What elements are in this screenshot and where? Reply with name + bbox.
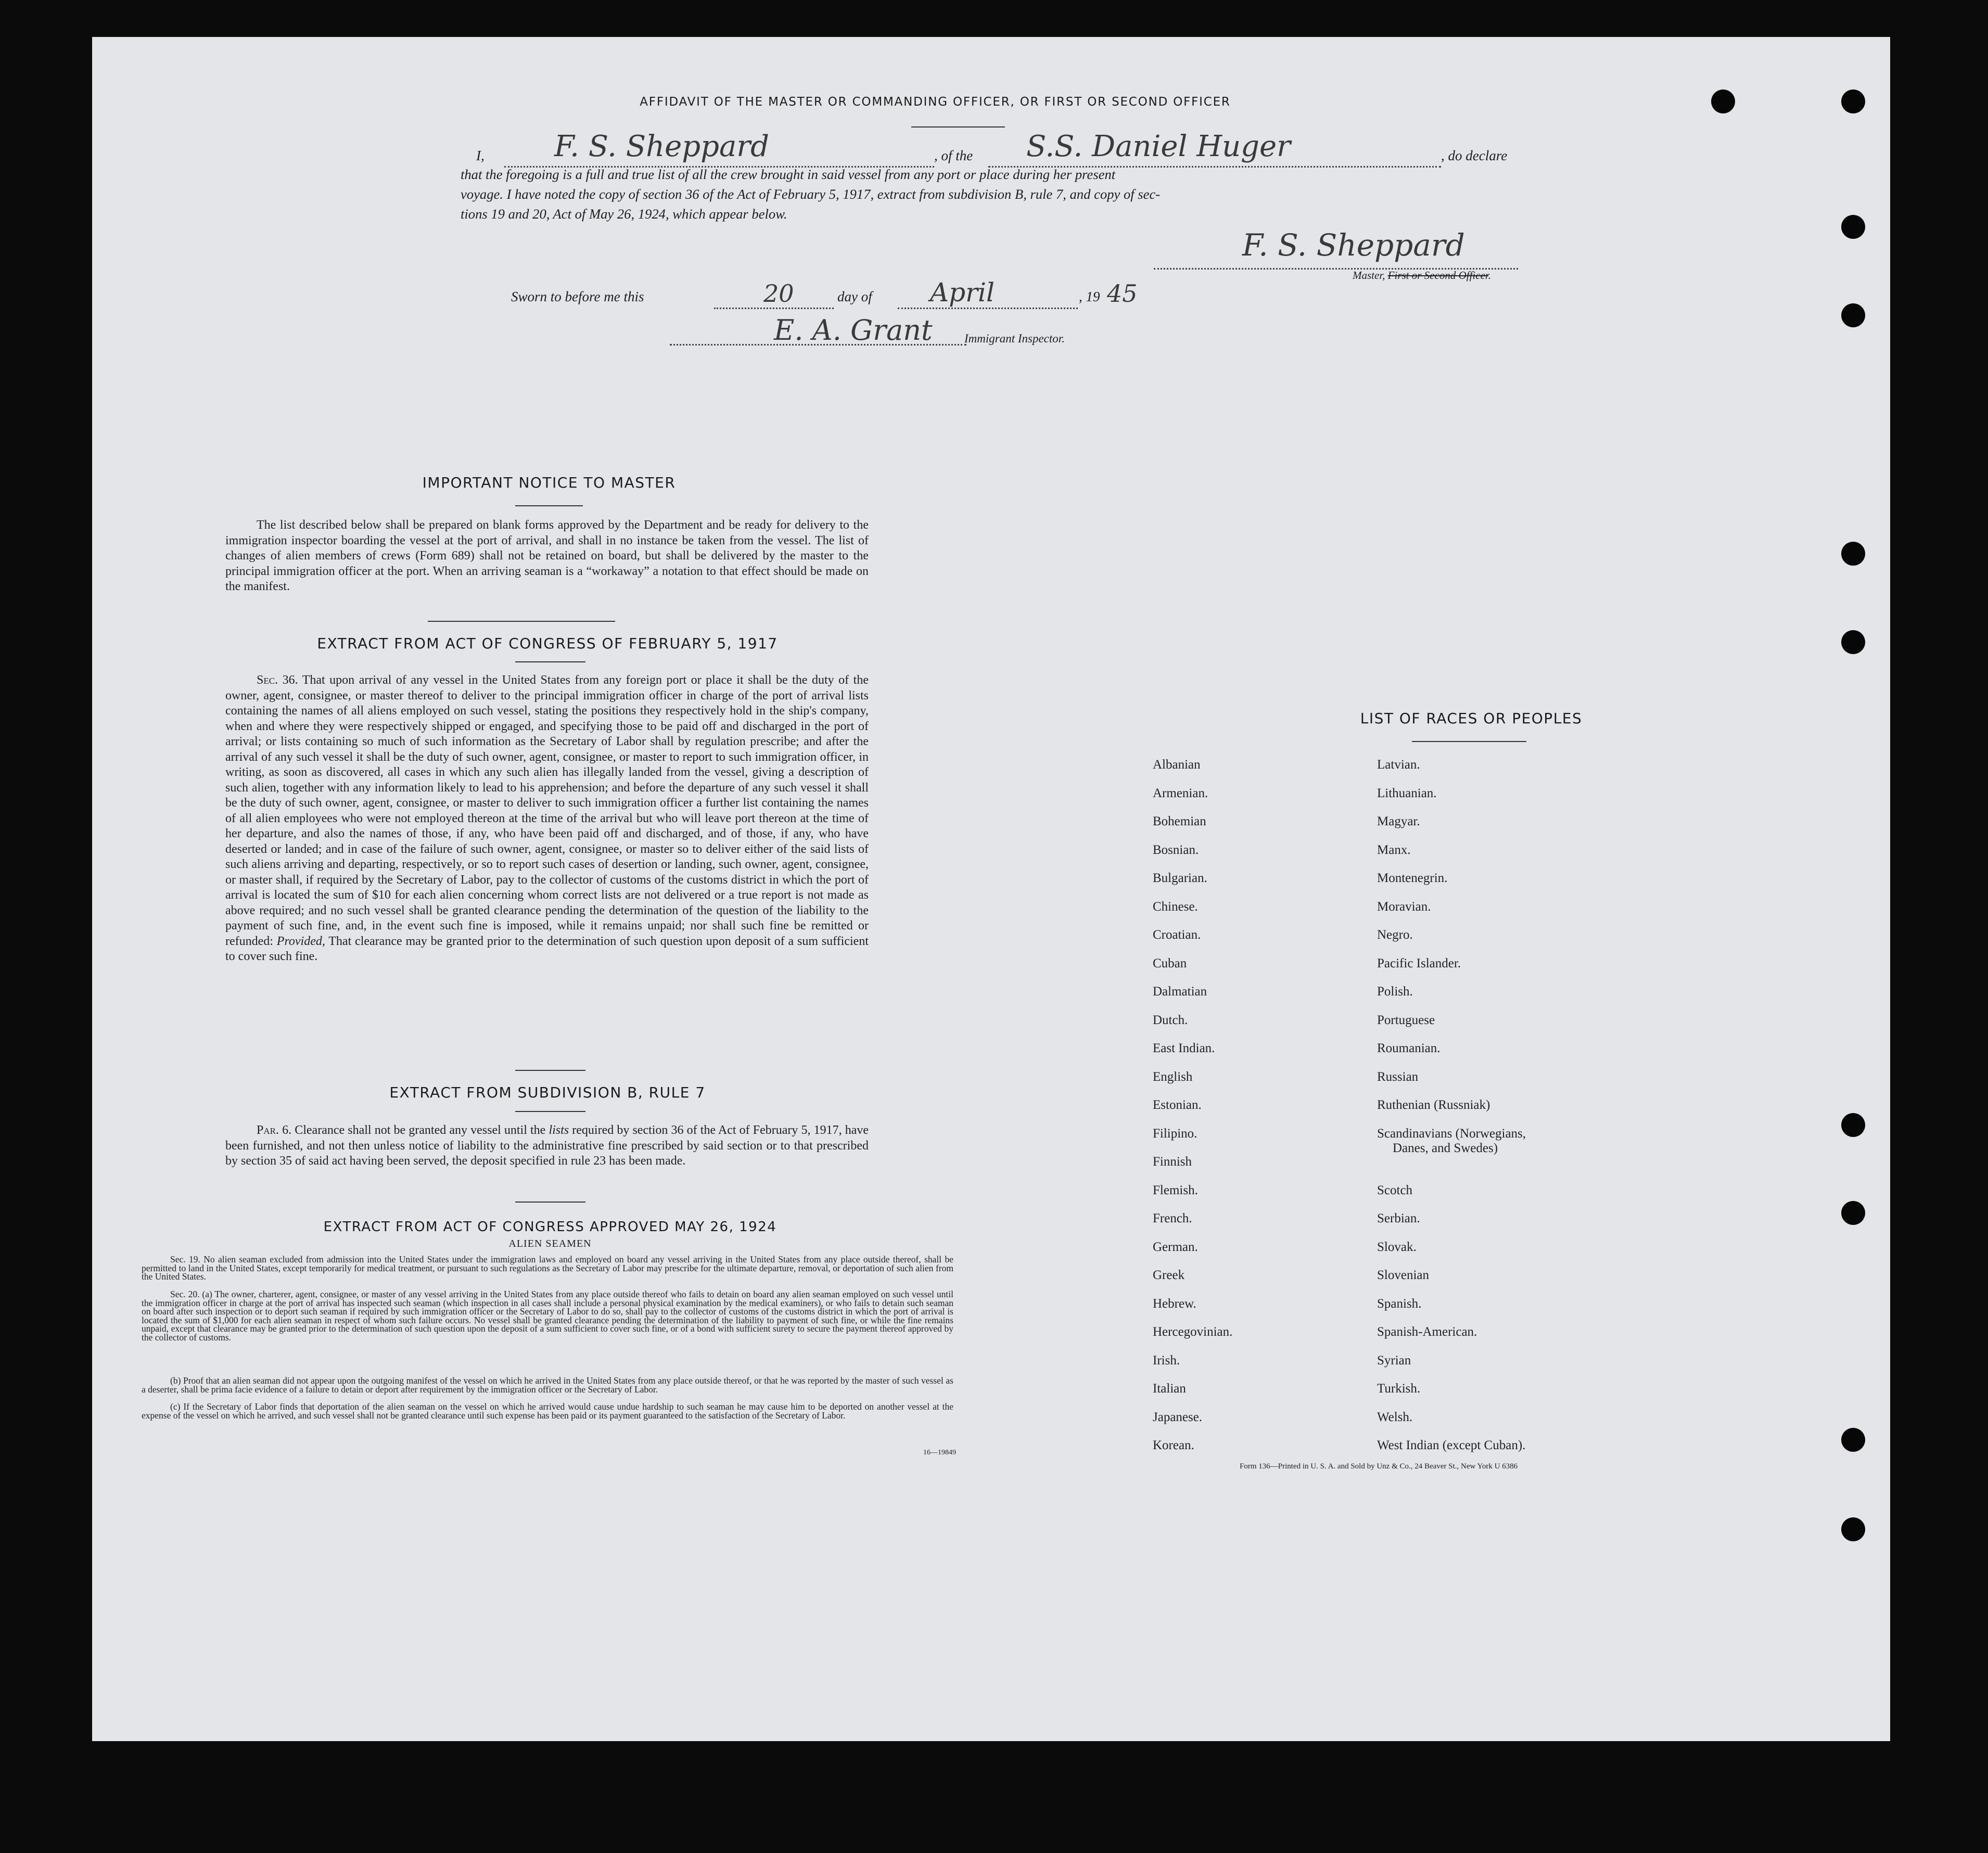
notice-body-text: The list described below shall be prepared on blank forms approved by the Department and be ready for delivery to the immigration inspector boarding the vessel at the port of arrival, and shall in no instance be taken from the vessel. The list of changes of alien members of crews (Form 689) shall not be retained on board, but shall be delivered by the master to the principal immigration officer at the port. When an arriving seaman is a “workaway” a notation to that effect should be made on the manifest.: [225, 518, 869, 593]
race-item: Polish.: [1377, 985, 1413, 999]
affidavit-line-4: tions 19 and 20, Act of May 26, 1924, which appear below.: [461, 206, 787, 222]
title-divider: [911, 126, 1005, 127]
section-20a-text: Sec. 20. (a) The owner, charterer, agent, consignee, or master of any vessel arriving in the United States from any place outside thereof who fails to detain on board any alien seaman employed on such vessel until the immigration officer in charge at the port of arrival has inspected such seaman (which inspection in all cases shall include a personal physical examination by the medical examiners), or who fails to detain such seaman on board after such inspection or to deport such seaman if required by such immigration officer or the Secretary of Labor to do so, shall pay to the collector of customs of the customs district in which the port of arrival is located the sum of $1,000 for each alien seaman in respect of whom such failure occurs. No vessel shall be granted clearance pending the determination of the liability to payment of such fine, or while the fine remains unpaid, except that clearance may be granted prior to the determination of such question upon the deposit of a sum sufficient to cover such fine, or of a bond with sufficient surety to secure the payment thereof approved by the collector of customs.: [142, 1289, 953, 1343]
race-item: Cuban: [1153, 956, 1187, 970]
race-item: Ruthenian (Russniak): [1377, 1098, 1490, 1112]
race-item: Slovenian: [1377, 1268, 1429, 1282]
race-item: Portuguese: [1377, 1013, 1435, 1027]
race-item: Lithuanian.: [1377, 786, 1437, 800]
sworn-day-handwriting: 20: [763, 279, 794, 308]
extract-1924-title: EXTRACT FROM ACT OF CONGRESS APPROVED MAY 26, 1924: [323, 1219, 777, 1235]
rule7-body: [225, 1123, 869, 1169]
master-name-handwriting: F. S. Sheppard: [554, 130, 769, 163]
proviso-text: That clearance may be granted prior to the determination of such question upon deposit of a sum sufficient to cover such fine.: [225, 934, 869, 963]
notice-divider: [515, 505, 583, 506]
affidavit-line-3: voyage. I have noted the copy of section 36 of the Act of February 5, 1917, extract from subdivision B, rule 7, and copy of sec-: [461, 186, 1161, 202]
race-item: Croatian.: [1153, 928, 1201, 942]
binder-hole: [1711, 90, 1735, 113]
struck-officer-label: First or Second Officer: [1387, 269, 1488, 282]
race-item: Slovak.: [1377, 1239, 1417, 1254]
race-item: Filipino.: [1153, 1126, 1197, 1141]
binder-hole: [1841, 1517, 1865, 1541]
binder-hole: [1841, 215, 1865, 239]
notice-title: IMPORTANT NOTICE TO MASTER: [422, 474, 676, 491]
races-title: LIST OF RACES OR PEOPLES: [1360, 710, 1583, 727]
race-item: Welsh.: [1377, 1410, 1413, 1424]
race-item: Japanese.: [1153, 1410, 1203, 1424]
sworn-month-line: [898, 308, 1078, 309]
race-item: English: [1153, 1069, 1193, 1084]
race-item: Finnish: [1153, 1155, 1192, 1169]
race-item-scandinavians: Scandinavians (Norwegians,: [1377, 1126, 1526, 1141]
section-36-label: Sec. 36.: [257, 673, 298, 687]
sworn-day-line: [714, 308, 834, 309]
i-label: I,: [476, 148, 485, 163]
rule7-divider: [515, 1111, 585, 1112]
race-item: Montenegrin.: [1377, 871, 1448, 885]
race-item: Turkish.: [1377, 1382, 1421, 1396]
race-item: Hebrew.: [1153, 1296, 1196, 1311]
inspector-label: Immigrant Inspector.: [964, 332, 1065, 345]
form-print-info: Form 136—Printed in U. S. A. and Sold by Unz & Co., 24 Beaver St., New York U 6386: [1240, 1462, 1518, 1471]
year-prefix-label: , 19: [1079, 289, 1100, 304]
proviso-label: Provided,: [276, 934, 325, 948]
alien-seamen-subtitle: ALIEN SEAMEN: [508, 1238, 592, 1249]
of-the-label: , of the: [934, 148, 973, 163]
sworn-month-handwriting: April: [930, 277, 995, 308]
race-item: Serbian.: [1377, 1211, 1420, 1225]
section-20b-text: (b) Proof that an alien seaman did not appear upon the outgoing manifest of the vessel on which he arrived in the United States from any place outside thereof, or that he was reported by the master of such vessel as a deserter, shall be prima facie evidence of a failure to detain or deport after requirement by the immigration officer or the Secretary of Labor.: [142, 1375, 953, 1395]
section-divider-1: [428, 621, 615, 622]
binder-hole: [1841, 1428, 1865, 1452]
race-item: Korean.: [1153, 1438, 1194, 1452]
binder-hole: [1841, 90, 1865, 113]
extract-1917-divider: [515, 661, 585, 662]
notice-body: [225, 518, 869, 595]
sworn-label: Sworn to before me this: [511, 289, 644, 304]
binder-hole: [1841, 1113, 1865, 1137]
race-item: Spanish-American.: [1377, 1325, 1477, 1339]
extract-1917-title: EXTRACT FROM ACT OF CONGRESS OF FEBRUARY 5, 1917: [317, 635, 778, 652]
race-item: Estonian.: [1153, 1098, 1202, 1112]
race-item: Spanish.: [1377, 1296, 1422, 1311]
binder-hole: [1841, 630, 1865, 654]
rule7-title: EXTRACT FROM SUBDIVISION B, RULE 7: [389, 1084, 706, 1101]
master-label: Master, First or Second Officer.: [1353, 269, 1491, 282]
race-item: Hercegovinian.: [1153, 1325, 1233, 1339]
race-item: Greek: [1153, 1268, 1185, 1282]
race-item: Dutch.: [1153, 1013, 1188, 1027]
section-divider-2: [515, 1070, 585, 1071]
declare-label: , do declare: [1441, 148, 1508, 163]
inspector-signature-handwriting: E. A. Grant: [774, 314, 933, 347]
race-item: Russian: [1377, 1069, 1419, 1084]
race-item: French.: [1153, 1211, 1192, 1225]
binder-hole: [1841, 542, 1865, 566]
rule7-text-b: required by section 36 of the Act of February 5, 1917, have been furnished, and not then unless notice of liability to the administrative fine prescribed by said section or to that prescribed by section 35 of said act having been served, the deposit specified in rule 23 has been made.: [225, 1123, 869, 1168]
race-item: Dalmatian: [1153, 985, 1207, 999]
races-left-column: [1153, 758, 1232, 1467]
races-divider: [1412, 741, 1526, 742]
race-item: Armenian.: [1153, 786, 1208, 800]
race-item: Chinese.: [1153, 899, 1198, 914]
race-item: Flemish.: [1153, 1183, 1198, 1197]
race-item: Irish.: [1153, 1353, 1180, 1368]
race-item: Albanian: [1153, 758, 1201, 772]
race-item: East Indian.: [1153, 1041, 1215, 1055]
race-item: Pacific Islander.: [1377, 956, 1461, 970]
affidavit-title: AFFIDAVIT OF THE MASTER OR COMMANDING OFFICER, OR FIRST OR SECOND OFFICER: [640, 95, 1231, 109]
master-label-text: Master,: [1353, 269, 1385, 282]
race-item: [1377, 1127, 1526, 1183]
section-divider-3: [515, 1202, 585, 1203]
document-page: [92, 37, 1890, 1741]
binder-hole: [1841, 1201, 1865, 1225]
race-item: Magyar.: [1377, 814, 1420, 828]
rule7-text-a: Clearance shall not be granted any vessel until the: [295, 1123, 546, 1137]
race-item: Bohemian: [1153, 814, 1206, 828]
race-item-continuation: Danes, and Swedes): [1393, 1141, 1498, 1155]
extract-1917-body: [225, 673, 869, 965]
race-item: German.: [1153, 1239, 1198, 1254]
race-item: Manx.: [1377, 842, 1411, 857]
section-36-text: That upon arrival of any vessel in the United States from any foreign port or place it shall be the duty of the owner, agent, consignee, or master thereof to deliver to the principal immigration officer in charge of the port of arrival lists containing the names of all aliens employed on such vessel, stating the positions they respectively hold in the ship's company, when and where they were respectively shipped or engaged, and specifying those to be paid off and discharged in the port of arrival; or lists containing so much of such information as the Secretary of Labor shall by regulation prescribe; and after the arrival of any such vessel it shall be the duty of such owner, agent, consignee, or master to report to such immigration officer, in writing, as soon as discovered, all cases in which any such alien has illegally landed from the vessel, giving a description of such alien, together with any information likely to lead to his apprehension; and before the departure of any such vessel it shall be the duty of such owner, agent, consignee, or master to deliver to such immigration officer a further list containing the names of all alien employees who were not employed thereon at the time of the arrival but who will leave port thereon at the time of her departure, and also the names of those, if any, who have been paid off and discharged, and of those, if any, who have deserted or landed; and in case of the failure of such owner, agent, consignee, or master so to deliver either of the said lists of such aliens arriving and departing, respectively, or so to report such cases of desertion or landing, such owner, agent, consignee, or master shall, if required by the Secretary of Labor, pay to the collector of customs of the customs district in which the port of arrival is located the sum of $10 for each alien concerning whom correct lists are not delivered or a true report is not made as above required; and no such vessel shall be granted clearance pending the determination of the question of the liability to the payment of such fine, and, in the event such fine is imposed, while it remains unpaid; nor shall such fine be remitted or refunded:: [225, 673, 869, 948]
race-item: Syrian: [1377, 1353, 1411, 1368]
race-item: West Indian (except Cuban).: [1377, 1438, 1526, 1452]
vessel-name-handwriting: S.S. Daniel Huger: [1026, 130, 1291, 163]
affidavit-line-2: that the foregoing is a full and true list of all the crew brought in said vessel from any port or place during her present: [461, 167, 1116, 182]
race-item: Italian: [1153, 1382, 1186, 1396]
print-code: 16—19849: [923, 1449, 956, 1456]
race-item: Moravian.: [1377, 899, 1431, 914]
race-item: Latvian.: [1377, 758, 1420, 772]
year-handwriting: 45: [1107, 279, 1138, 308]
master-signature-handwriting: F. S. Sheppard: [1242, 227, 1465, 263]
race-item: Roumanian.: [1377, 1041, 1441, 1055]
day-of-label: day of: [837, 289, 872, 304]
par-6-label: Par. 6.: [257, 1123, 292, 1137]
races-right-column: [1377, 758, 1526, 1467]
race-item: Bulgarian.: [1153, 871, 1207, 885]
section-19-text: Sec. 19. No alien seaman excluded from admission into the United States under the immigration laws and employed on board any vessel arriving in the United States from any place outside thereof, shall be permitted to land in the United States, except temporarily for medical treatment, or pursuant to such regulations as the Secretary of Labor may prescribe for the ultimate departure, removal, or deportation of such alien from the United States.: [142, 1254, 953, 1282]
section-20c-text: (c) If the Secretary of Labor finds that deportation of the alien seaman on the vessel on which he arrived would cause undue hardship to such seaman he may cause him to be deported on another vessel at the expense of the vessel on which he arrived, and such vessel shall not be granted clearance until such expense has been paid or its payment guaranteed to the satisfaction of the Secretary of Labor.: [142, 1401, 953, 1421]
lists-word: lists: [549, 1123, 569, 1137]
race-item: Bosnian.: [1153, 842, 1199, 857]
race-item: Negro.: [1377, 928, 1413, 942]
race-item: Scotch: [1377, 1183, 1413, 1197]
binder-hole: [1841, 303, 1865, 327]
